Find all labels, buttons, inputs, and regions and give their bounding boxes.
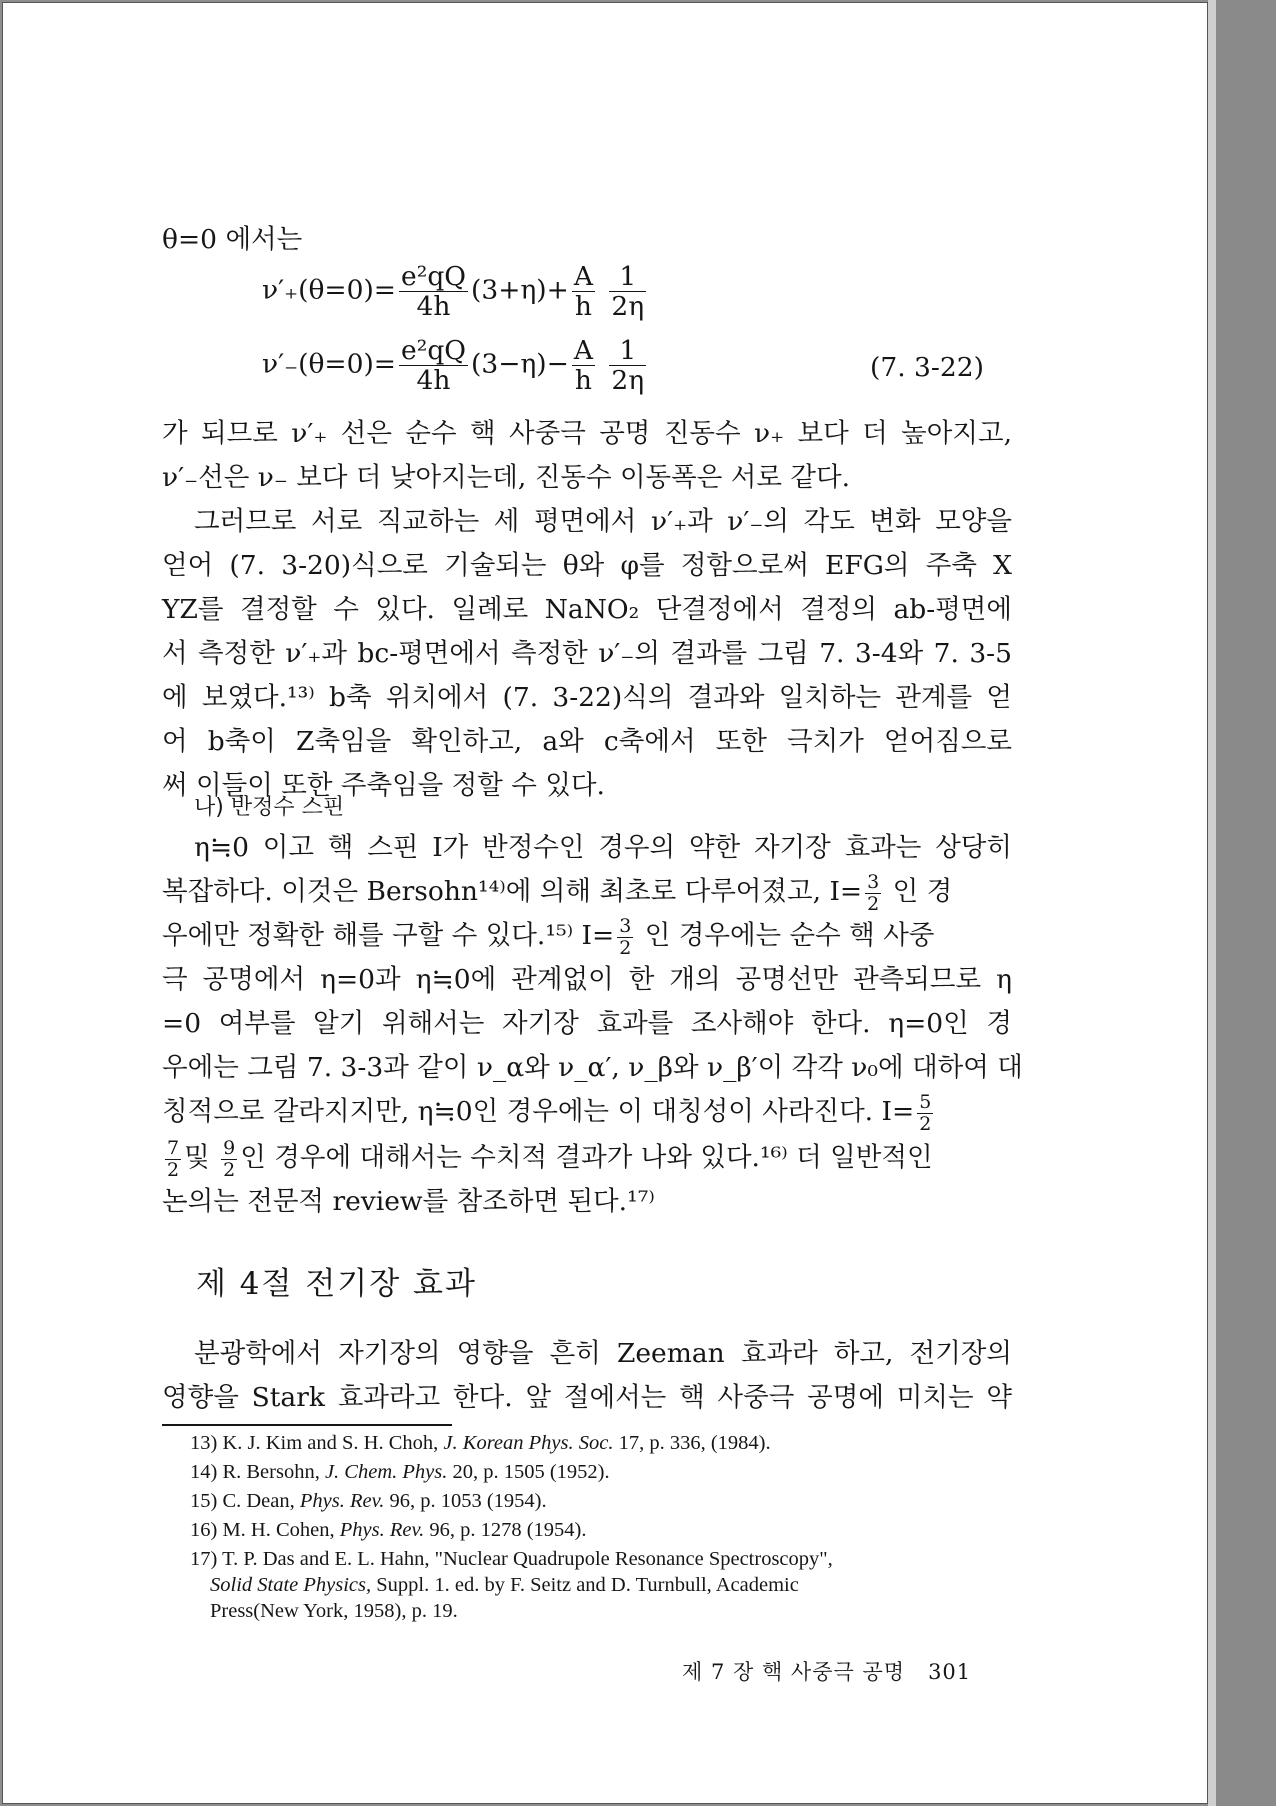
section-title: 제 4절 전기장 효과 [196, 1266, 477, 1302]
para3-line-8-and: 및 [184, 1142, 210, 1173]
para2-line-3: YZ를 결정할 수 있다. 일례로 NaNO₂ 단결정에서 결정의 ab-평면에 [162, 594, 1012, 625]
fn-text: 16) M. H. Cohen, [190, 1519, 340, 1541]
page-footer [682, 1656, 971, 1686]
frac-den: 2 [867, 892, 880, 915]
eq1-f2-den: h [574, 291, 592, 323]
eq1-f3-den: 2η [611, 291, 645, 323]
equation-nu-minus [262, 336, 649, 395]
running-footer: 제 7 장 핵 사중극 공명 [682, 1660, 906, 1684]
equation-number: (7. 3-22) [870, 352, 984, 383]
page-number: 301 [928, 1660, 972, 1684]
para3-line-8 [162, 1136, 1012, 1180]
fn-text: 15) C. Dean, [190, 1490, 300, 1512]
para3-line-1: η≒0 이고 핵 스핀 I가 반정수인 경우의 약한 자기장 효과는 상당히 [194, 832, 1012, 863]
para3-line-2-tail: 인 경 [892, 876, 953, 907]
fn-text: Press(New York, 1958), p. 19. [210, 1600, 458, 1622]
frac-den: 2 [919, 1112, 932, 1135]
eq1-mid: (3+η)+ [471, 274, 569, 306]
para1-line-1: 가 되므로 ν′₊ 선은 순수 핵 사중극 공명 진동수 ν₊ 보다 더 높아지고, [162, 418, 1012, 449]
fraction-9-2 [221, 1138, 237, 1181]
eq2-f3-num: 1 [609, 336, 646, 366]
eq2-f2-den: h [574, 365, 592, 397]
para2-line-1: 그러므로 서로 직교하는 세 평면에서 ν′₊과 ν′₋의 각도 변화 모양을 [194, 506, 1012, 537]
eq1-f1-den: 4h [416, 291, 451, 323]
eq2-lhs: ν′₋(θ=0)= [262, 348, 397, 380]
fn-text: 13) K. J. Kim and S. H. Choh, [190, 1432, 444, 1454]
eq2-mid: (3−η)− [471, 348, 569, 380]
para4-line-1: 분광학에서 자기장의 영향을 흔히 Zeeman 효과라 하고, 전기장의 [194, 1338, 1012, 1369]
frac-num: 3 [867, 870, 880, 893]
page-gutter [1208, 0, 1216, 1806]
eq2-f1-num: e²qQ [401, 335, 467, 366]
footnote-17-cont-2 [210, 1600, 458, 1623]
frac-num: 7 [167, 1136, 180, 1159]
frac-den: 2 [619, 936, 632, 959]
fn-text: 17, p. 336, (1984). [613, 1432, 771, 1454]
para3-line-7-text: 칭적으로 갈라지지만, η≒0인 경우에는 이 대칭성이 사라진다. I= [162, 1096, 915, 1127]
fn-text: 14) R. Bersohn, [190, 1461, 325, 1483]
footnote-17-cont-1 [210, 1574, 799, 1597]
para3-line-6: 우에는 그림 7. 3-3과 같이 ν_α와 ν_α′, ν_β와 ν_β′이 각각 ν₀에 대하여 대 [162, 1052, 1023, 1083]
footnote-separator [162, 1424, 452, 1426]
fraction-5-2 [917, 1092, 933, 1135]
para3-line-8-text: 인 경우에 대해서는 수치적 결과가 나와 있다.¹⁶⁾ 더 일반적인 [240, 1142, 933, 1173]
fn-journal: Solid State Physics, [210, 1574, 372, 1596]
fraction-7-2 [165, 1138, 181, 1181]
fn-text: 96, p. 1053 (1954). [384, 1490, 547, 1512]
para2-line-6: 어 b축이 Z축임을 확인하고, a와 c축에서 또한 극치가 얻어짐으로 [162, 726, 1012, 757]
footnote-13 [190, 1432, 771, 1455]
fraction-3-2b [617, 916, 633, 959]
frac-num: 5 [919, 1090, 932, 1113]
frac-den: 2 [223, 1158, 236, 1181]
eq1-f2-num: A [573, 261, 593, 292]
eq2-fraction-3 [609, 336, 646, 395]
footnote-15 [190, 1490, 547, 1513]
frac-den: 2 [167, 1158, 180, 1181]
viewer-background [1216, 0, 1276, 1806]
para3-line-3-tail: 인 경우에는 순수 핵 사중 [644, 920, 935, 951]
eq1-fraction-1 [399, 262, 468, 321]
para3-line-3 [162, 914, 1012, 958]
eq1-f3-num: 1 [609, 262, 646, 292]
frac-num: 9 [223, 1136, 236, 1159]
eq2-f3-den: 2η [611, 365, 645, 397]
para3-line-2-text: 복잡하다. 이것은 Bersohn¹⁴⁾에 의해 최초로 다루어졌고, I= [162, 876, 863, 907]
fraction-3-2 [865, 872, 881, 915]
eq1-lhs: ν′₊(θ=0)= [262, 274, 397, 306]
para3-line-2 [162, 870, 1012, 914]
para3-line-3-text: 우에만 정확한 해를 구할 수 있다.¹⁵⁾ I= [162, 920, 615, 951]
para2-line-4: 서 측정한 ν′₊과 bc-평면에서 측정한 ν′₋의 결과를 그림 7. 3-4와 7. 3-5 [162, 638, 1012, 669]
para3-line-4: 극 공명에서 η=0과 η≒0에 관계없이 한 개의 공명선만 관측되므로 η [162, 964, 1012, 995]
para3-line-9: 논의는 전문적 review를 참조하면 된다.¹⁷⁾ [162, 1186, 655, 1217]
fn-text: Suppl. 1. ed. by F. Seitz and D. Turnbull, Academic [371, 1574, 799, 1596]
fn-text: 20, p. 1505 (1952). [447, 1461, 610, 1483]
fn-journal: J. Korean Phys. Soc. [443, 1432, 614, 1454]
para4-line-2: 영향을 Stark 효과라고 한다. 앞 절에서는 핵 사중극 공명에 미치는 약 [162, 1382, 1012, 1413]
intro-line: θ=0 에서는 [162, 224, 303, 255]
equation-nu-plus [262, 262, 649, 321]
subsection-heading: 나) 반정수 스핀 [194, 795, 345, 820]
para3-line-7 [162, 1090, 1012, 1134]
para3-line-5: =0 여부를 알기 위해서는 자기장 효과를 조사해야 한다. η=0인 경 [162, 1008, 1012, 1039]
fn-text: 96, p. 1278 (1954). [424, 1519, 587, 1541]
para2-line-2: 얻어 (7. 3-20)식으로 기술되는 θ와 φ를 정함으로써 EFG의 주축 X [162, 550, 1012, 581]
fn-journal: J. Chem. Phys. [324, 1461, 448, 1483]
para2-line-7: 써 이들이 또한 주축임을 정할 수 있다. [162, 770, 605, 801]
eq2-fraction-2 [572, 336, 595, 395]
eq1-fraction-2 [572, 262, 595, 321]
footnote-17 [190, 1548, 833, 1571]
eq2-f2-num: A [573, 335, 593, 366]
footnote-16 [190, 1519, 586, 1542]
fn-journal: Phys. Rev. [339, 1519, 425, 1541]
eq1-fraction-3 [609, 262, 646, 321]
frac-num: 3 [619, 914, 632, 937]
eq2-fraction-1 [399, 336, 468, 395]
eq2-f1-den: 4h [416, 365, 451, 397]
footnote-14 [190, 1461, 610, 1484]
eq1-f1-num: e²qQ [401, 261, 467, 292]
fn-text: 17) T. P. Das and E. L. Hahn, "Nuclear Quadrupole Resonance Spectroscopy", [190, 1548, 833, 1570]
para2-line-5: 에 보였다.¹³⁾ b축 위치에서 (7. 3-22)식의 결과와 일치하는 관계를 얻 [162, 682, 1012, 713]
fn-journal: Phys. Rev. [299, 1490, 385, 1512]
para1-line-2: ν′₋선은 ν₋ 보다 더 낮아지는데, 진동수 이동폭은 서로 같다. [162, 462, 851, 493]
